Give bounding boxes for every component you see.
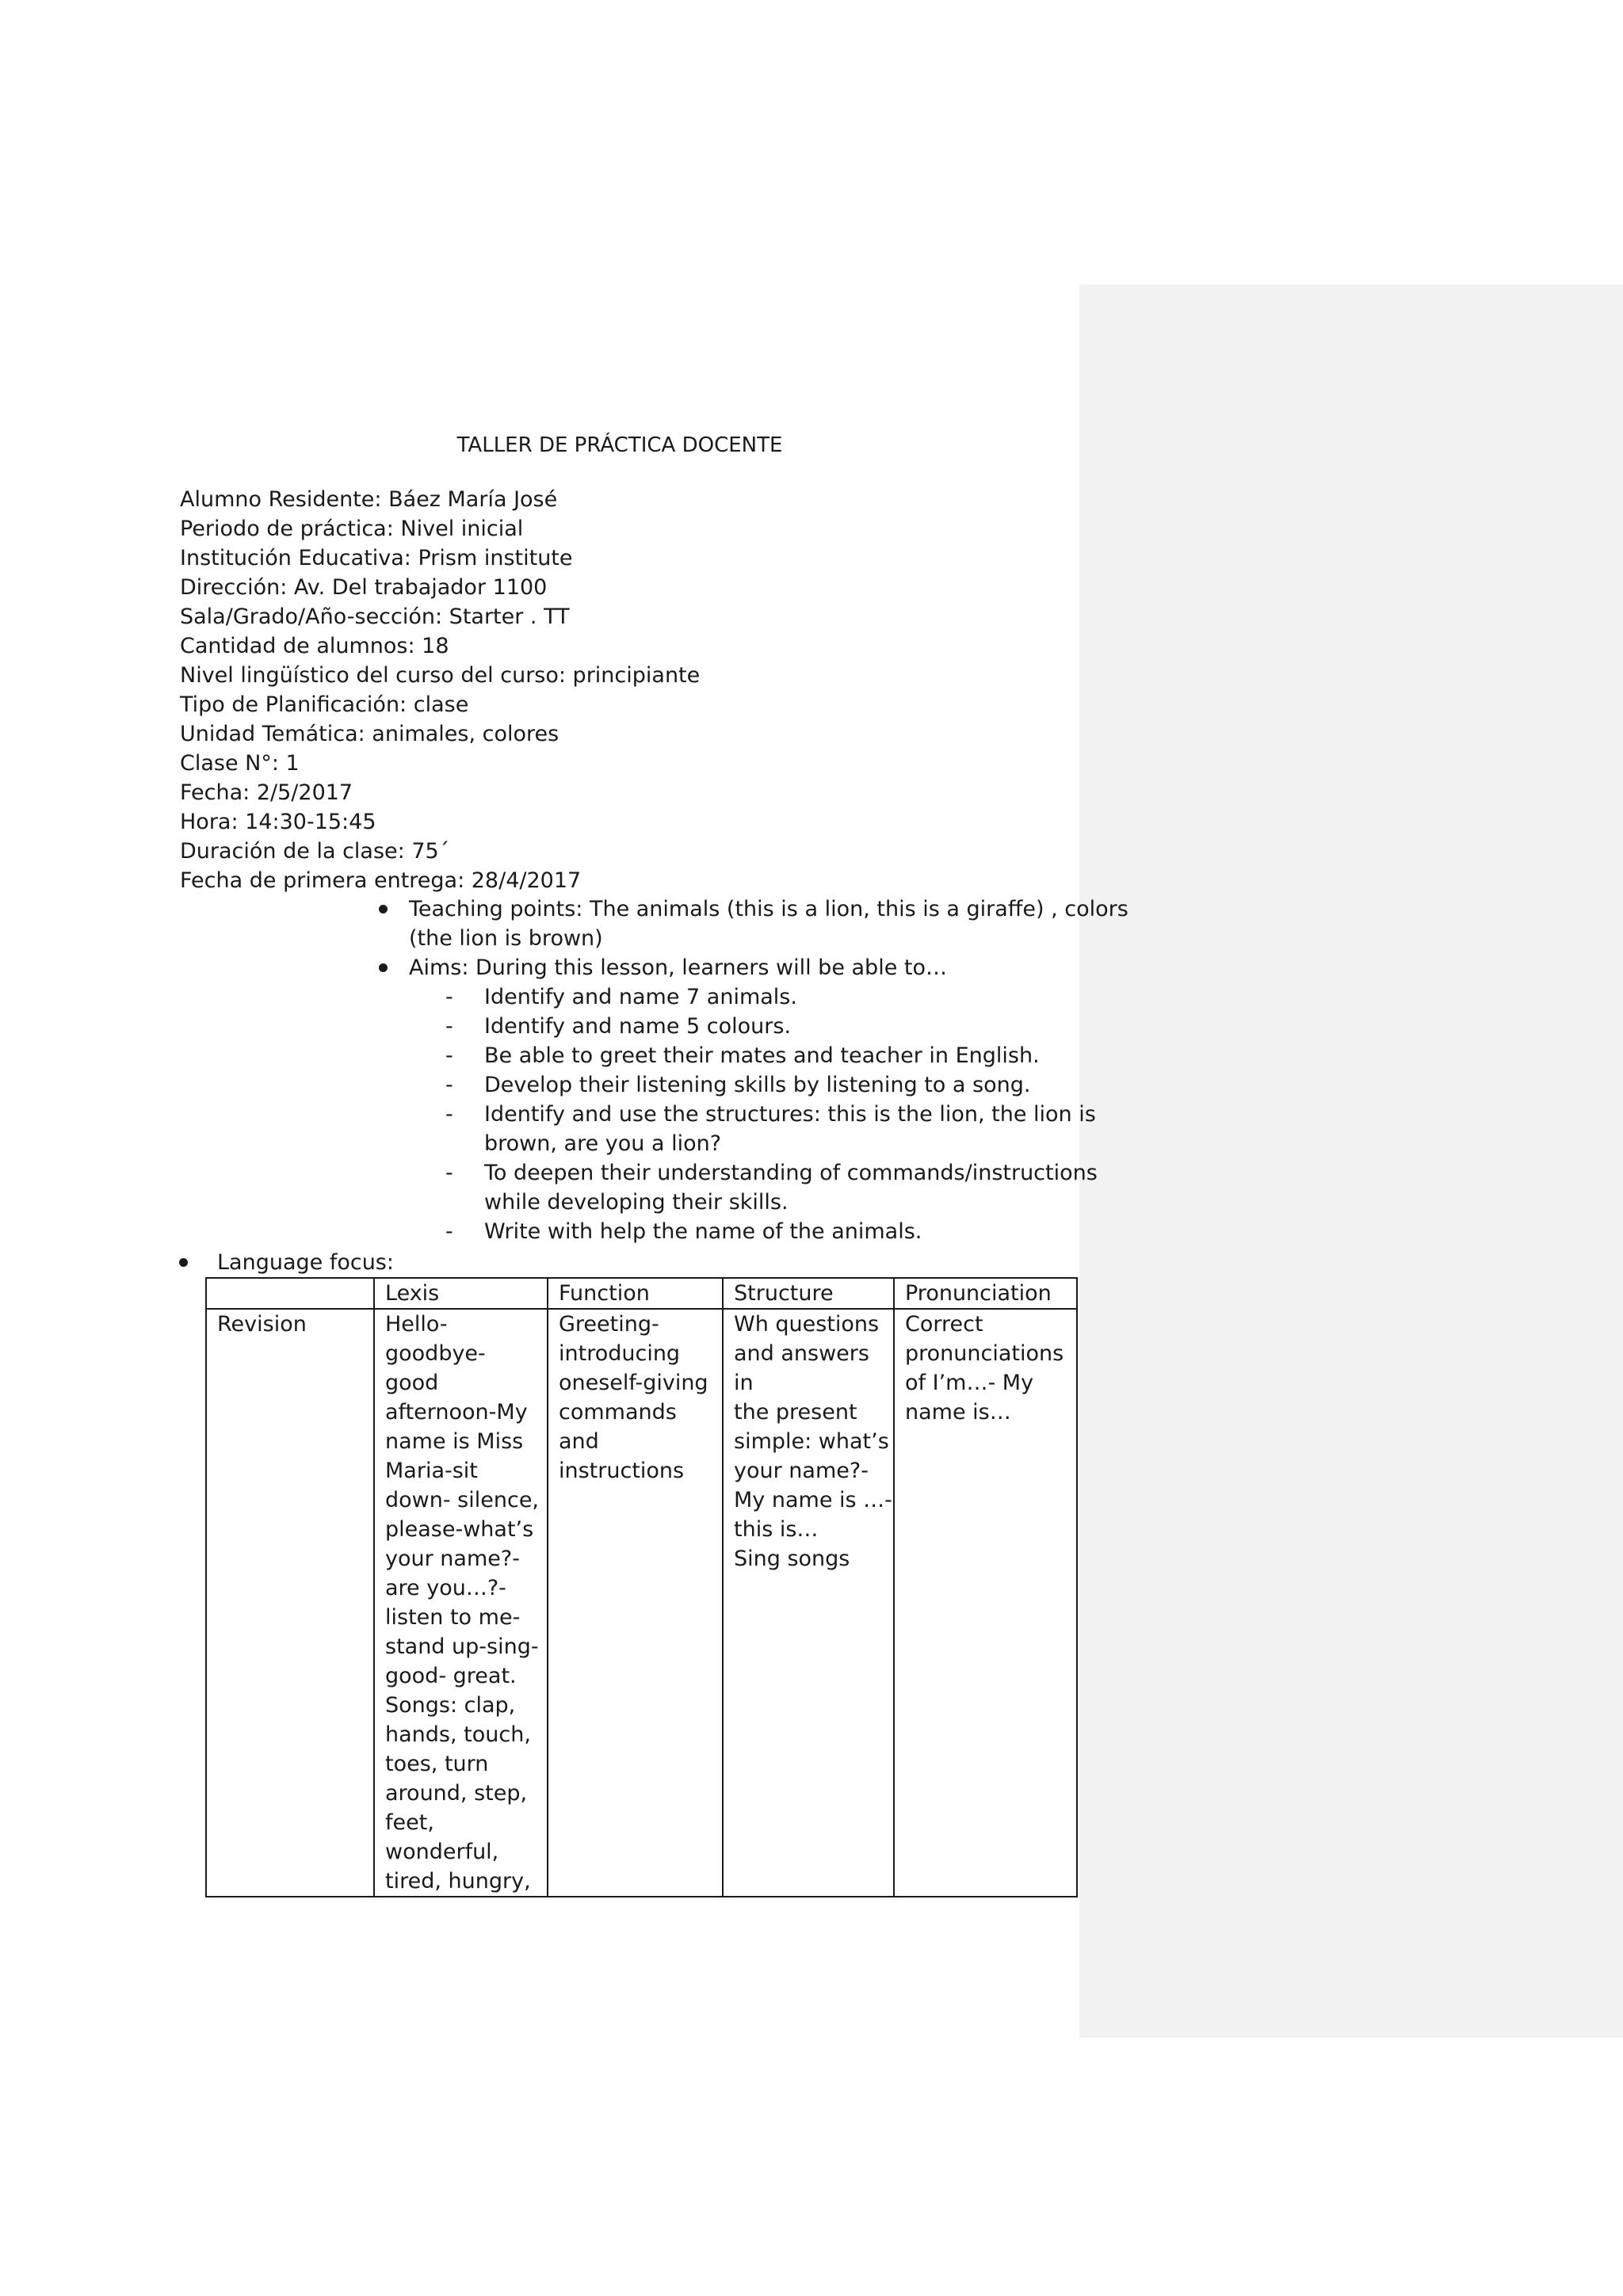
- header-cell-structure: Structure: [723, 1278, 894, 1309]
- field-alumno: Alumno Residente: Báez María José: [180, 487, 558, 512]
- bullet-icon: [379, 905, 388, 913]
- header-fields: [180, 485, 1052, 895]
- field-primera-entrega: Fecha de primera entrega: 28/4/2017: [180, 868, 582, 893]
- language-focus-table: [205, 1277, 1078, 1897]
- table-header-row: [206, 1278, 1077, 1309]
- aim-item: Identify and name 5 colours.: [484, 1014, 792, 1039]
- table-row: [206, 1309, 1077, 1897]
- dash-icon: -: [445, 1102, 453, 1127]
- aim-item: Write with help the name of the animals.: [484, 1219, 922, 1244]
- dash-icon: -: [445, 1161, 453, 1185]
- header-cell-empty: [206, 1278, 374, 1309]
- field-clase: Clase N°: 1: [180, 751, 300, 776]
- teaching-points-line-2: (the lion is brown): [409, 926, 603, 951]
- dash-icon: -: [445, 1014, 453, 1039]
- language-focus-label: Language focus:: [217, 1250, 394, 1275]
- field-cantidad: Cantidad de alumnos: 18: [180, 634, 449, 658]
- dash-icon: -: [445, 1073, 453, 1097]
- field-nivel: Nivel lingüístico del curso del curso: principiante: [180, 663, 701, 688]
- bullet-icon: [179, 1258, 188, 1267]
- aim-item: Develop their listening skills by listening to a song.: [484, 1073, 1031, 1097]
- header-cell-lexis: Lexis: [374, 1278, 548, 1309]
- dash-icon: -: [445, 1219, 453, 1244]
- field-sala: Sala/Grado/Año-sección: Starter . TT: [180, 605, 570, 629]
- header-cell-function: Function: [548, 1278, 723, 1309]
- field-duracion: Duración de la clase: 75´: [180, 839, 450, 864]
- aim-item-continuation: brown, are you a lion?: [484, 1131, 722, 1156]
- cell-stage: Revision: [206, 1309, 374, 1897]
- field-tipo: Tipo de Planificación: clase: [180, 692, 469, 717]
- aim-item: Identify and name 7 animals.: [484, 985, 797, 1009]
- aim-item: To deepen their understanding of commands/instructions: [484, 1161, 1098, 1185]
- field-fecha: Fecha: 2/5/2017: [180, 780, 353, 805]
- field-unidad: Unidad Temática: animales, colores: [180, 722, 559, 746]
- header-cell-pronunciation: Pronunciation: [894, 1278, 1077, 1309]
- aim-item: Identify and use the structures: this is the lion, the lion is: [484, 1102, 1096, 1127]
- document-title: TALLER DE PRÁCTICA DOCENTE: [456, 433, 783, 457]
- cell-pronunciation: Correct pronunciations of I’m…- My name is…: [894, 1309, 1077, 1897]
- field-institucion: Institución Educativa: Prism institute: [180, 546, 573, 570]
- aim-item-continuation: while developing their skills.: [484, 1190, 789, 1215]
- field-hora: Hora: 14:30-15:45: [180, 810, 376, 834]
- dash-icon: -: [445, 985, 453, 1009]
- cell-structure: Wh questions and answers in the present simple: what’s your name?- My name is …- this is… Sing songs: [723, 1309, 894, 1897]
- dash-icon: -: [445, 1043, 453, 1068]
- comment-pane: [1079, 284, 1623, 2038]
- field-periodo: Periodo de práctica: Nivel inicial: [180, 517, 524, 541]
- teaching-points-line-1: Teaching points: The animals (this is a lion, this is a giraffe) , colors: [409, 897, 1128, 921]
- field-direccion: Dirección: Av. Del trabajador 1100: [180, 575, 548, 600]
- bullet-icon: [379, 963, 388, 972]
- cell-lexis: Hello-goodbye- good afternoon-My name is Miss Maria-sit down- silence, please-what’s your name?- are you…?- listen to me- stand up-sing- good- great. Songs: clap, hands, touch, toes, turn around, step, feet, wonderful, tired, hungry,: [374, 1309, 548, 1897]
- aims-intro: Aims: During this lesson, learners will be able to…: [409, 955, 947, 980]
- aim-item: Be able to greet their mates and teacher in English.: [484, 1043, 1040, 1068]
- cell-function: Greeting- introducing oneself-giving commands and instructions: [548, 1309, 723, 1897]
